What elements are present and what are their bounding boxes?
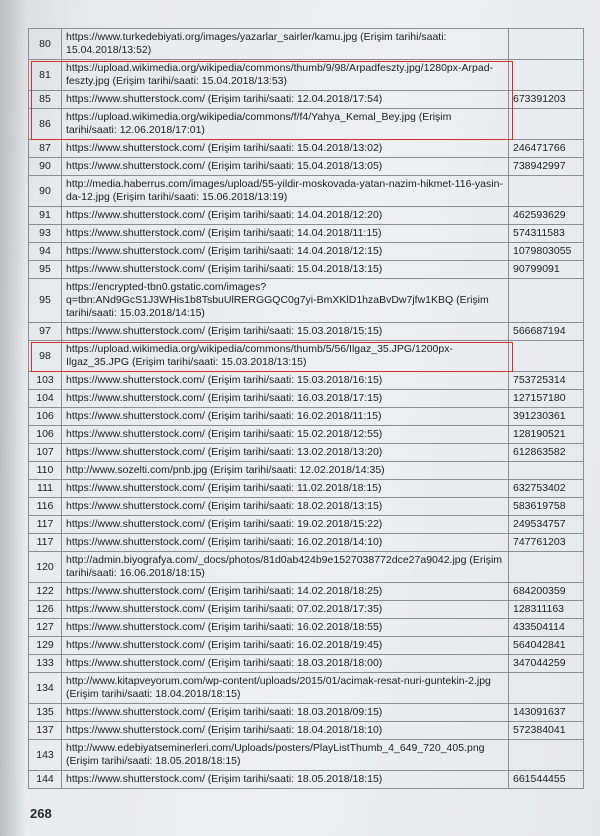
row-number: 86 — [29, 109, 62, 140]
stock-image-id: 127157180 — [509, 390, 584, 408]
source-url: https://www.shutterstock.com/ (Erişim tarihi/saati: 16.02.2018/18:55) — [62, 619, 509, 637]
stock-image-id: 574311583 — [509, 225, 584, 243]
stock-image-id: 433504114 — [509, 619, 584, 637]
row-number: 143 — [29, 740, 62, 771]
row-number: 85 — [29, 91, 62, 109]
table-row — [29, 498, 584, 516]
row-number: 137 — [29, 722, 62, 740]
table-row — [29, 637, 584, 655]
source-url: https://www.shutterstock.com/ (Erişim tarihi/saati: 11.02.2018/18:15) — [62, 480, 509, 498]
table-row — [29, 673, 584, 704]
table-row — [29, 534, 584, 552]
stock-image-id: 612863582 — [509, 444, 584, 462]
row-number: 117 — [29, 516, 62, 534]
row-number: 126 — [29, 601, 62, 619]
table-row — [29, 771, 584, 789]
source-url: https://www.shutterstock.com/ (Erişim tarihi/saati: 12.04.2018/17:54) — [62, 91, 509, 109]
source-url: https://www.shutterstock.com/ (Erişim tarihi/saati: 16.03.2018/17:15) — [62, 390, 509, 408]
stock-image-id: 391230361 — [509, 408, 584, 426]
row-number: 103 — [29, 372, 62, 390]
source-url: https://www.shutterstock.com/ (Erişim tarihi/saati: 14.04.2018/12:20) — [62, 207, 509, 225]
row-number: 97 — [29, 323, 62, 341]
stock-image-id: 347044259 — [509, 655, 584, 673]
table-row — [29, 91, 584, 109]
row-number: 98 — [29, 341, 62, 372]
source-url: https://www.shutterstock.com/ (Erişim tarihi/saati: 14.02.2018/18:25) — [62, 583, 509, 601]
table-row — [29, 426, 584, 444]
table-row — [29, 207, 584, 225]
row-number: 129 — [29, 637, 62, 655]
table-row — [29, 261, 584, 279]
table-row — [29, 176, 584, 207]
table-row — [29, 243, 584, 261]
table-row — [29, 390, 584, 408]
stock-image-id — [509, 29, 584, 60]
stock-image-id: 747761203 — [509, 534, 584, 552]
stock-image-id — [509, 176, 584, 207]
row-number: 87 — [29, 140, 62, 158]
table-row — [29, 722, 584, 740]
row-number: 110 — [29, 462, 62, 480]
row-number: 116 — [29, 498, 62, 516]
stock-image-id — [509, 341, 584, 372]
source-url: https://www.turkedebiyati.org/images/yazarlar_sairler/kamu.jpg (Erişim tarihi/saati: 15.04.2018/13:52) — [62, 29, 509, 60]
row-number: 106 — [29, 426, 62, 444]
source-url: https://www.shutterstock.com/ (Erişim tarihi/saati: 19.02.2018/15:22) — [62, 516, 509, 534]
stock-image-id — [509, 60, 584, 91]
row-number: 91 — [29, 207, 62, 225]
table-row — [29, 372, 584, 390]
source-url: https://www.shutterstock.com/ (Erişim tarihi/saati: 18.02.2018/13:15) — [62, 498, 509, 516]
source-url: http://www.sozelti.com/pnb.jpg (Erişim tarihi/saati: 12.02.2018/14:35) — [62, 462, 509, 480]
stock-image-id — [509, 552, 584, 583]
table-row — [29, 60, 584, 91]
table-row — [29, 740, 584, 771]
table-row — [29, 158, 584, 176]
page-binding-shadow — [0, 0, 26, 836]
stock-image-id: 632753402 — [509, 480, 584, 498]
row-number: 111 — [29, 480, 62, 498]
source-url: https://encrypted-tbn0.gstatic.com/images?q=tbn:ANd9GcS1J3WHis1b8TsbuUlRERGGQC0g7yi-BmXKlD1hzaBvDw7jfw1KBQ (Erişim tarihi/saati: 15.03.2018/14:15) — [62, 279, 509, 323]
table-row — [29, 29, 584, 60]
table-row — [29, 462, 584, 480]
stock-image-id — [509, 109, 584, 140]
row-number: 95 — [29, 279, 62, 323]
stock-image-id: 90799091 — [509, 261, 584, 279]
source-url: http://www.kitapveyorum.com/wp-content/uploads/2015/01/acimak-resat-nuri-guntekin-2.jpg (Erişim tarihi/saati: 18.04.2018/18:15) — [62, 673, 509, 704]
table-row — [29, 552, 584, 583]
row-number: 134 — [29, 673, 62, 704]
table-row — [29, 619, 584, 637]
source-url: https://www.shutterstock.com/ (Erişim tarihi/saati: 16.02.2018/11:15) — [62, 408, 509, 426]
row-number: 80 — [29, 29, 62, 60]
stock-image-id: 753725314 — [509, 372, 584, 390]
row-number: 144 — [29, 771, 62, 789]
table-row — [29, 601, 584, 619]
source-url: https://www.shutterstock.com/ (Erişim tarihi/saati: 13.02.2018/13:20) — [62, 444, 509, 462]
source-url: http://admin.biyografya.com/_docs/photos/81d0ab424b9e1527038772dce27a9042.jpg (Erişim tarihi/saati: 16.06.2018/18:15) — [62, 552, 509, 583]
row-number: 135 — [29, 704, 62, 722]
table-row — [29, 516, 584, 534]
stock-image-id: 143091637 — [509, 704, 584, 722]
source-url: https://www.shutterstock.com/ (Erişim tarihi/saati: 14.04.2018/11:15) — [62, 225, 509, 243]
stock-image-id: 583619758 — [509, 498, 584, 516]
stock-image-id — [509, 462, 584, 480]
source-url: http://www.edebiyatseminerleri.com/Uploads/posters/PlayListThumb_4_649_720_405.png (Erişim tarihi/saati: 18.05.2018/18:15) — [62, 740, 509, 771]
stock-image-id: 1079803055 — [509, 243, 584, 261]
stock-image-id: 572384041 — [509, 722, 584, 740]
source-url: https://www.shutterstock.com/ (Erişim tarihi/saati: 15.04.2018/13:05) — [62, 158, 509, 176]
row-number: 94 — [29, 243, 62, 261]
source-url: https://upload.wikimedia.org/wikipedia/commons/thumb/5/56/Ilgaz_35.JPG/1200px-Ilgaz_35.JPG (Erişim tarihi/saati: 15.03.2018/13:15) — [62, 341, 509, 372]
row-number: 104 — [29, 390, 62, 408]
source-url: https://www.shutterstock.com/ (Erişim tarihi/saati: 16.02.2018/19:45) — [62, 637, 509, 655]
source-url: https://www.shutterstock.com/ (Erişim tarihi/saati: 18.03.2018/18:00) — [62, 655, 509, 673]
source-url: https://www.shutterstock.com/ (Erişim tarihi/saati: 18.05.2018/18:15) — [62, 771, 509, 789]
source-url: https://upload.wikimedia.org/wikipedia/commons/f/f4/Yahya_Kemal_Bey.jpg (Erişim tarihi/saati: 12.06.2018/17:01) — [62, 109, 509, 140]
stock-image-id: 738942997 — [509, 158, 584, 176]
source-url: https://www.shutterstock.com/ (Erişim tarihi/saati: 16.02.2018/14:10) — [62, 534, 509, 552]
row-number: 133 — [29, 655, 62, 673]
source-url: https://www.shutterstock.com/ (Erişim tarihi/saati: 15.04.2018/13:15) — [62, 261, 509, 279]
row-number: 117 — [29, 534, 62, 552]
stock-image-id: 249534757 — [509, 516, 584, 534]
stock-image-id: 673391203 — [509, 91, 584, 109]
source-url: https://www.shutterstock.com/ (Erişim tarihi/saati: 18.03.2018/09:15) — [62, 704, 509, 722]
page-number: 268 — [30, 806, 52, 821]
source-url: https://www.shutterstock.com/ (Erişim tarihi/saati: 14.04.2018/12:15) — [62, 243, 509, 261]
stock-image-id: 566687194 — [509, 323, 584, 341]
table-row — [29, 225, 584, 243]
source-url: http://media.haberrus.com/images/upload/55-yildir-moskovada-yatan-nazim-hikmet-116-yasin-da-12.jpg (Erişim tarihi/saati: 15.06.2018/13:19) — [62, 176, 509, 207]
table-row — [29, 341, 584, 372]
stock-image-id: 462593629 — [509, 207, 584, 225]
source-url: https://www.shutterstock.com/ (Erişim tarihi/saati: 07.02.2018/17:35) — [62, 601, 509, 619]
stock-image-id: 246471766 — [509, 140, 584, 158]
table-row — [29, 408, 584, 426]
stock-image-id — [509, 740, 584, 771]
table-row — [29, 323, 584, 341]
image-references-table — [28, 28, 584, 789]
row-number: 127 — [29, 619, 62, 637]
stock-image-id — [509, 279, 584, 323]
stock-image-id — [509, 673, 584, 704]
source-url: https://www.shutterstock.com/ (Erişim tarihi/saati: 15.03.2018/15:15) — [62, 323, 509, 341]
row-number: 107 — [29, 444, 62, 462]
stock-image-id: 684200359 — [509, 583, 584, 601]
table-row — [29, 583, 584, 601]
row-number: 81 — [29, 60, 62, 91]
source-url: https://www.shutterstock.com/ (Erişim tarihi/saati: 18.04.2018/18:10) — [62, 722, 509, 740]
table-row — [29, 704, 584, 722]
references-sheet — [28, 28, 594, 789]
source-url: https://www.shutterstock.com/ (Erişim tarihi/saati: 15.03.2018/16:15) — [62, 372, 509, 390]
table-row — [29, 140, 584, 158]
row-number: 93 — [29, 225, 62, 243]
table-row — [29, 279, 584, 323]
row-number: 90 — [29, 176, 62, 207]
source-url: https://www.shutterstock.com/ (Erişim tarihi/saati: 15.04.2018/13:02) — [62, 140, 509, 158]
table-row — [29, 109, 584, 140]
row-number: 120 — [29, 552, 62, 583]
stock-image-id: 128190521 — [509, 426, 584, 444]
stock-image-id: 661544455 — [509, 771, 584, 789]
stock-image-id: 564042841 — [509, 637, 584, 655]
source-url: https://www.shutterstock.com/ (Erişim tarihi/saati: 15.02.2018/12:55) — [62, 426, 509, 444]
row-number: 106 — [29, 408, 62, 426]
row-number: 95 — [29, 261, 62, 279]
table-row — [29, 444, 584, 462]
table-row — [29, 480, 584, 498]
stock-image-id: 128311163 — [509, 601, 584, 619]
row-number: 122 — [29, 583, 62, 601]
table-row — [29, 655, 584, 673]
row-number: 90 — [29, 158, 62, 176]
source-url: https://upload.wikimedia.org/wikipedia/commons/thumb/9/98/Arpadfeszty.jpg/1280px-Arpad-feszty.jpg (Erişim tarihi/saati: 15.04.2018/13:53) — [62, 60, 509, 91]
